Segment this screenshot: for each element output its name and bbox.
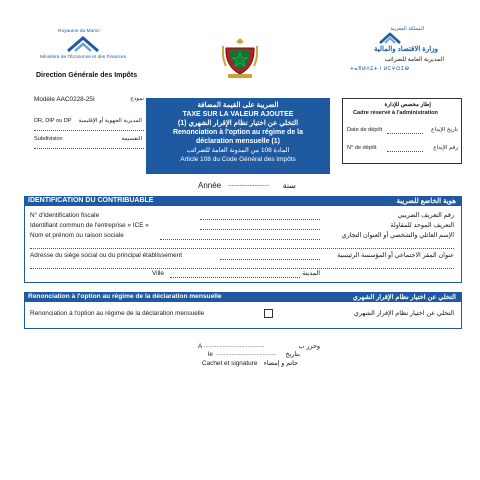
coat-of-arms-emblem: [222, 36, 258, 80]
signature-place-label-ar: وحرر ب: [298, 343, 320, 350]
banner-line-ar2: التخلي عن اختيار نظام الإقرار الشهري (1): [177, 120, 299, 127]
year-field[interactable]: .........................: [228, 181, 270, 188]
subdivision-label: Subdivision: [34, 136, 63, 142]
name-label-ar: الإسم العائلي والشخصي أو العنوان التجاري: [341, 232, 454, 239]
address-label: Adresse du siège social ou du principal établissement: [30, 252, 183, 259]
admin-box-title-ar: إطار مخصص للإدارة: [384, 102, 431, 108]
section-identification-title-ar: هوية الخاضع للضريبة: [396, 198, 456, 205]
renunciation-checkbox[interactable]: [264, 309, 273, 318]
direction-name-tifinagh: ⵜⴰⴳⵍⴷⵉⵜ ⵏ ⵍⵎⵖⵔⵉⴱ: [350, 66, 410, 72]
city-field[interactable]: [170, 277, 300, 278]
ministry-emblem-right-icon: [378, 31, 402, 45]
city-label: Ville: [152, 270, 164, 277]
year-label-ar: سنة: [282, 181, 296, 190]
signature-stamp-label-ar: خاتم و إمضاء: [263, 360, 298, 367]
ministry-name-fr: Ministère de l'Économie et des Finances: [40, 55, 126, 60]
deposit-date-label-ar: تاريخ الإيداع: [431, 127, 458, 133]
model-number: Modèle AAC0228-25I: [34, 96, 95, 103]
deposit-number-label: N° de dépôt: [347, 145, 377, 151]
address-field-line2[interactable]: [30, 268, 454, 269]
ice-label: Identifiant commun de l'entreprise « ICE »: [30, 222, 149, 229]
fiscal-id-label-ar: رقم التعريف الضريبي: [397, 212, 454, 219]
kingdom-label-fr: Royaume du Maroc: [58, 29, 100, 34]
deposit-number-label-ar: رقم الإيداع: [433, 145, 458, 151]
section-renunciation-title-ar: التخلي عن اختيار نظام الإقرار الشهري: [352, 294, 456, 301]
subdivision-label-ar: التقسيمة: [121, 136, 142, 142]
dr-dip-label-ar: المديرية الجهوية أو الإقليمية: [78, 118, 142, 124]
ministry-logo-right: [350, 26, 460, 76]
direction-name-fr: Direction Générale des Impôts: [36, 72, 138, 79]
banner-line-fr3: déclaration mensuelle (1): [195, 138, 281, 145]
admin-box: [342, 98, 462, 164]
dr-dip-field[interactable]: [34, 130, 144, 131]
ministry-emblem-icon: [66, 35, 100, 53]
banner-line-ar1: الضريبة على القيمة المضافة: [197, 102, 279, 109]
title-banner: [146, 98, 330, 174]
renunciation-row-label-ar: التخلي عن اختيار نظام الإقرار الشهري: [353, 310, 454, 317]
fiscal-id-label: N° d'identification fiscale: [30, 212, 100, 219]
renunciation-row-label: Renonciation à l'option au régime de la déclaration mensuelle: [30, 310, 205, 317]
address-label-ar: عنوان المقر الاجتماعي أو المؤسسة الرئيسية: [337, 252, 454, 259]
signature-place-field[interactable]: .......................................: [204, 343, 265, 349]
subdivision-field[interactable]: [34, 148, 144, 149]
ice-label-ar: التعريف الموحد للمقاولة: [390, 222, 454, 229]
section-identification-header: [24, 196, 462, 206]
signature-date-label: le: [208, 351, 213, 358]
section-renunciation-title-fr: Renonciation à l'option au régime de la déclaration mensuelle: [28, 293, 222, 300]
deposit-date-label: Date de dépôt: [347, 127, 383, 133]
banner-line-fr2: Renonciation à l'option au régime de la: [172, 129, 304, 136]
kingdom-label-ar: المملكة المغربية: [390, 26, 424, 32]
direction-name-ar: المديرية العامة للضرائب: [384, 57, 444, 63]
dr-dip-label: DR, DIP ou DP: [34, 118, 72, 124]
signature-stamp-label: Cachet et signature: [202, 360, 258, 367]
name-field[interactable]: [160, 239, 320, 240]
name-field-line2[interactable]: [30, 248, 454, 249]
signature-date-label-ar: بتاريخ: [285, 351, 300, 358]
section-identification-title-fr: IDENTIFICATION DU CONTRIBUABLE: [28, 197, 154, 204]
signature-place-label: A: [198, 343, 203, 350]
banner-line-ar3: المادة 108 من المدونة العامة للضرائب: [186, 147, 290, 154]
city-label-ar: المدينة: [302, 270, 320, 277]
year-label: Année: [198, 181, 222, 190]
admin-box-title-fr: Cadre réservé à l'administration: [353, 110, 438, 116]
ministry-name-ar: وزارة الاقتصاد والمالية: [374, 46, 438, 53]
banner-line-fr1: TAXE SUR LA VALEUR AJOUTEE: [182, 111, 294, 118]
signature-date-field[interactable]: .......................................: [216, 351, 277, 357]
name-label: Nom et prénom ou raison sociale: [30, 232, 124, 239]
model-number-ar: نموذج: [130, 96, 144, 102]
banner-line-fr4: Article 108 du Code Général des Impôts: [180, 156, 296, 163]
ministry-logo-left: [28, 28, 138, 70]
section-renunciation-header: [24, 292, 462, 302]
